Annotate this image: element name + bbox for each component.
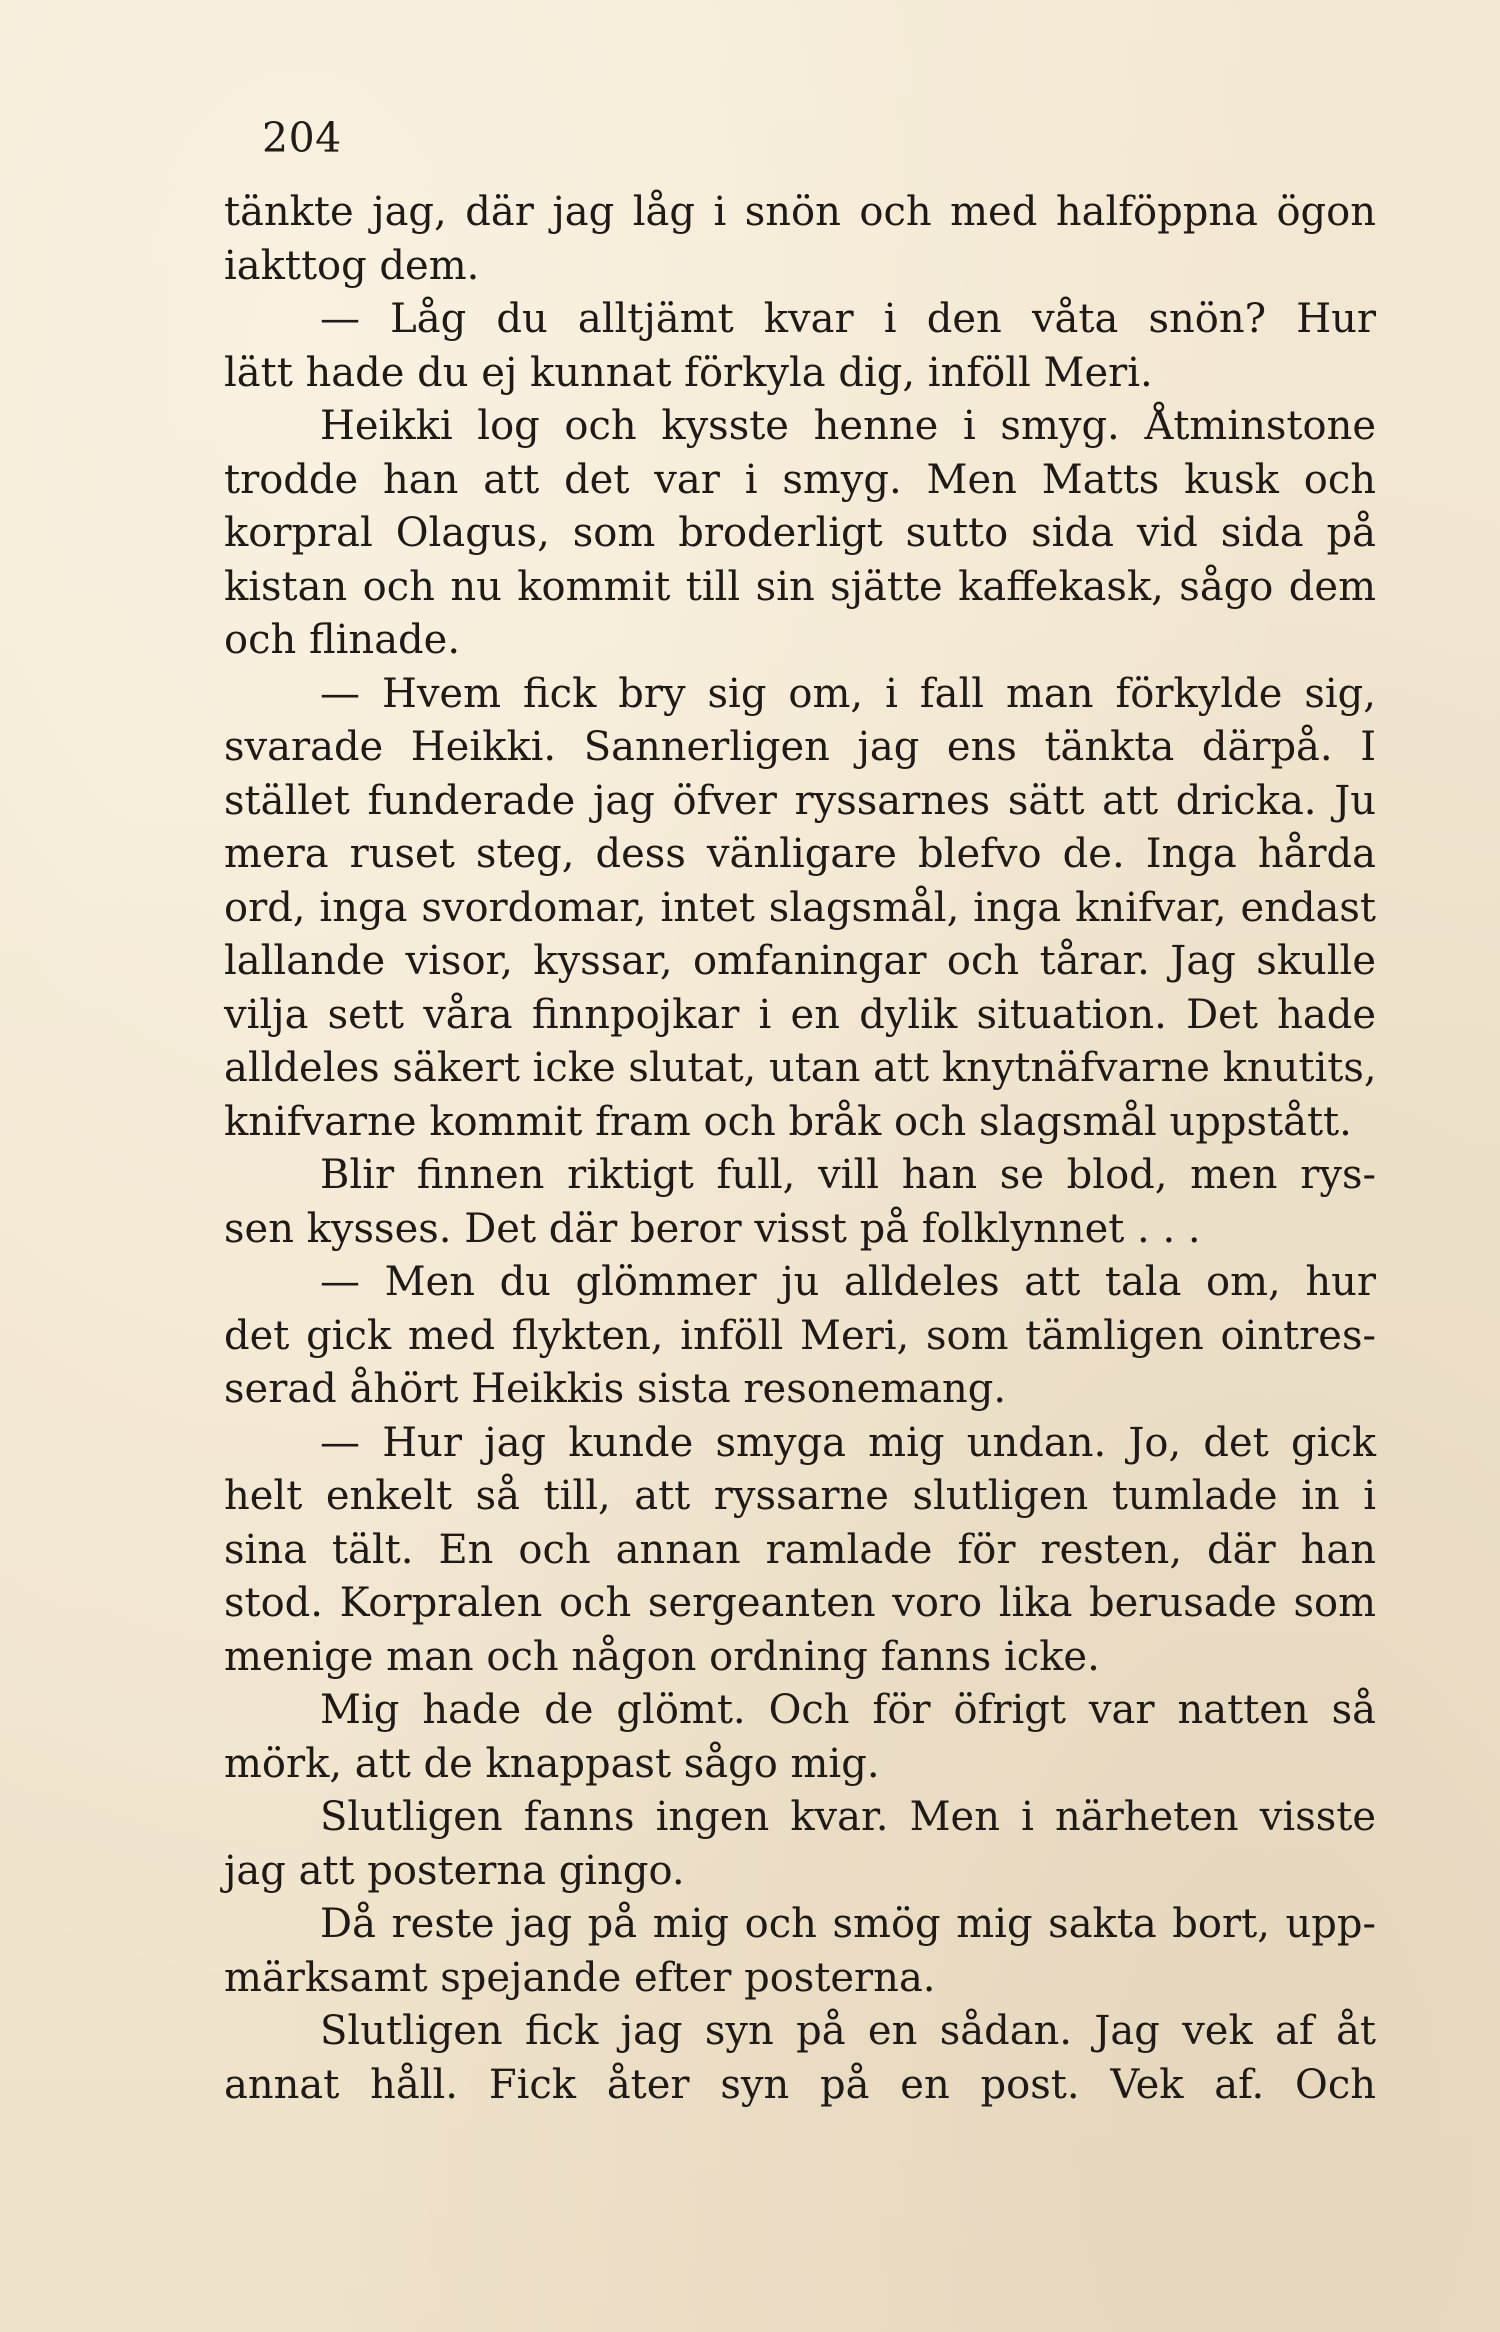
text-line: Slutligen fanns ingen kvar. Men i närheten visste: [320, 1794, 1376, 1840]
text-line: mörk, att de knappast sågo mig.: [224, 1740, 880, 1787]
text-line: korpral Olagus, som broderligt sutto sida vid sida på: [224, 510, 1376, 556]
text-line: trodde han att det var i smyg. Men Matts kusk och: [224, 456, 1376, 503]
text-line: stället funderade jag öfver ryssarnes sätt att dricka. Ju: [224, 777, 1376, 824]
text-line: svarade Heikki. Sannerligen jag ens tänkta därpå. I: [224, 724, 1376, 770]
text-line: serad åhört Heikkis sista resonemang.: [224, 1366, 1007, 1412]
text-line: Då reste jag på mig och smög mig sakta bort, upp-: [320, 1901, 1376, 1947]
text-line: Blir finnen riktigt full, vill han se blod, men rys-: [320, 1152, 1376, 1198]
text-line: kistan och nu kommit till sin sjätte kaffekask, sågo dem: [224, 563, 1376, 610]
text-line: — Hur jag kunde smyga mig undan. Jo, det gick: [320, 1419, 1376, 1466]
text-line: helt enkelt så till, att ryssarne slutligen tumlade in i: [224, 1473, 1376, 1519]
text-line: Heikki log och kysste henne i smyg. Åtminstone: [320, 403, 1376, 449]
page-number: 204: [262, 114, 342, 162]
text-line: mera ruset steg, dess vänligare blefvo de. Inga hårda: [224, 831, 1376, 877]
text-line: tänkte jag, där jag låg i snön och med halföppna ögon: [224, 189, 1376, 235]
text-line: vilja sett våra finnpojkar i en dylik situation. Det hade: [224, 991, 1376, 1038]
text-line: iakttog dem.: [224, 242, 480, 289]
text-line: alldeles säkert icke slutat, utan att knytnäfvarne knutits,: [224, 1045, 1377, 1091]
text-line: knifvarne kommit fram och bråk och slagsmål uppstått.: [224, 1098, 1352, 1145]
text-line: märksamt spejande efter posterna.: [224, 1954, 936, 2001]
text-line: — Men du glömmer ju alldeles att tala om, hur: [320, 1259, 1376, 1305]
body-text: [224, 186, 1376, 2112]
text-line: — Låg du alltjämt kvar i den våta snön? Hur: [320, 296, 1376, 342]
text-line: — Hvem fick bry sig om, i fall man förkylde sig,: [320, 670, 1376, 717]
text-line: stod. Korpralen och sergeanten voro lika berusade som: [224, 1580, 1376, 1626]
text-line: lallande visor, kyssar, omfaningar och tårar. Jag skulle: [224, 938, 1376, 984]
text-line: annat håll. Fick åter syn på en post. Vek af. Och: [224, 2061, 1376, 2108]
text-line: lätt hade du ej kunnat förkyla dig, inföll Meri.: [224, 349, 1153, 396]
text-line: Slutligen fick jag syn på en sådan. Jag vek af åt: [320, 2008, 1376, 2054]
text-line: ord, inga svordomar, intet slagsmål, inga knifvar, endast: [224, 884, 1376, 931]
text-line: jag att posterna gingo.: [224, 1847, 685, 1894]
text-line: och flinade.: [224, 617, 461, 663]
text-line: det gick med flykten, inföll Meri, som tämligen ointres-: [224, 1312, 1376, 1359]
text-line: Mig hade de glömt. Och för öfrigt var natten så: [320, 1687, 1376, 1733]
text-line: menige man och någon ordning fanns icke.: [224, 1633, 1100, 1680]
text-line: sina tält. En och annan ramlade för resten, där han: [224, 1526, 1376, 1573]
text-line: sen kysses. Det där beror visst på folklynnet . . .: [224, 1205, 1201, 1252]
